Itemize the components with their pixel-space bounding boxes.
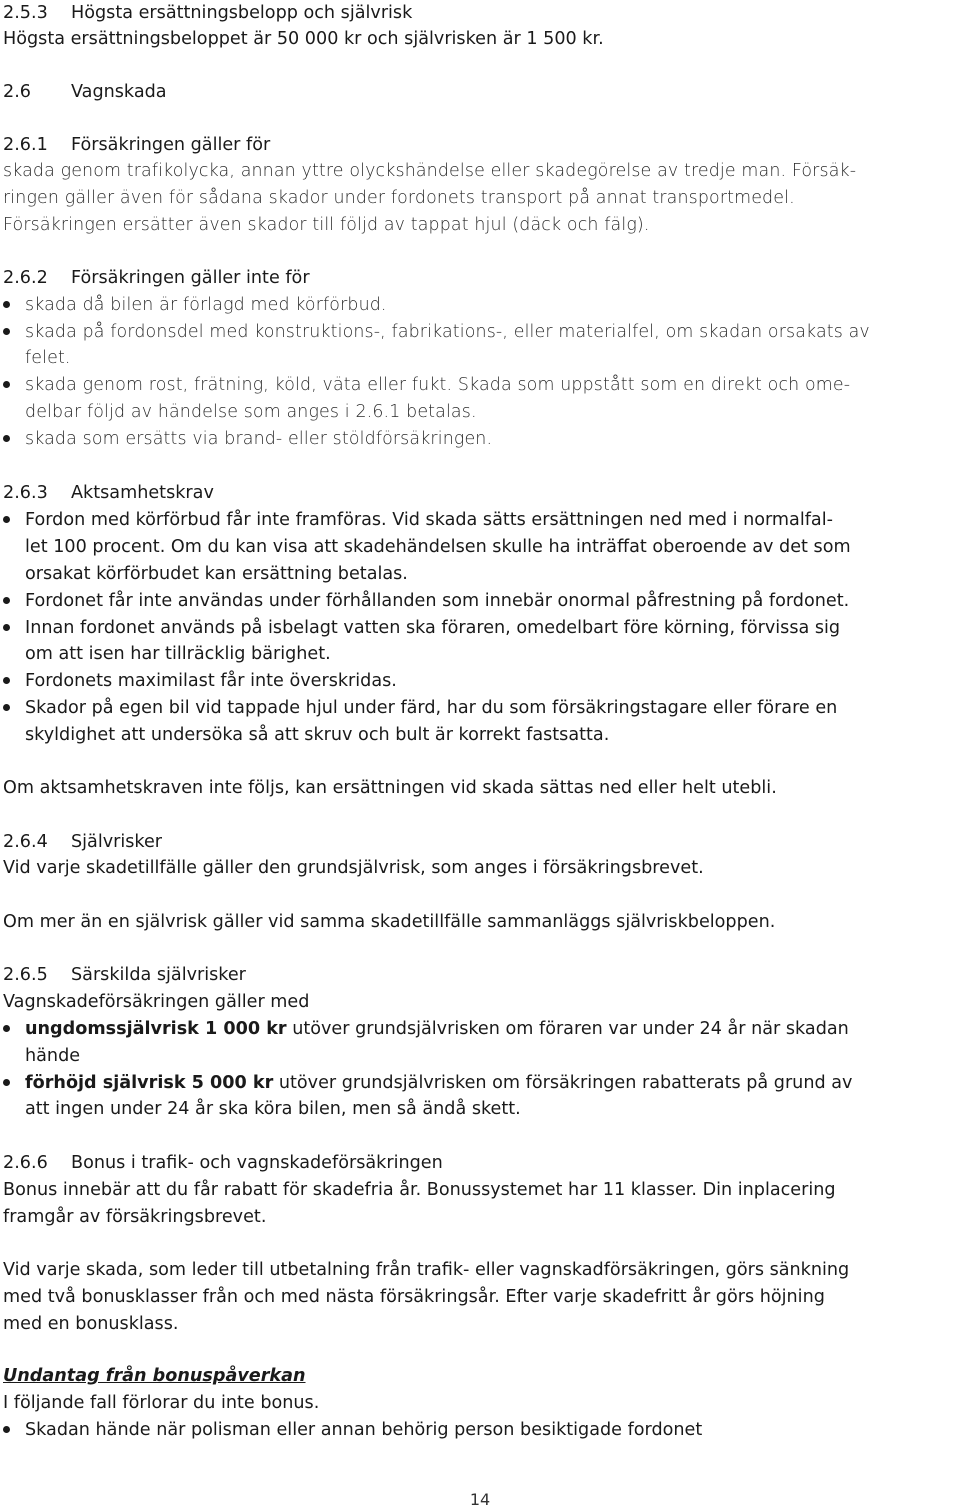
- list-item: Fordon med körförbud får inte framföras. Vid skada sätts ersättningen ned med i normalfal-: [25, 510, 833, 530]
- deductible-amount: ungdomssjälvrisk 1 000 kr: [25, 1019, 287, 1039]
- subheading-bonus-exceptions: Undantag från bonuspåverkan: [3, 1366, 306, 1386]
- bullet-dot: [3, 381, 10, 388]
- list-item-continuation: let 100 procent. Om du kan visa att skadehändelsen skulle ha inträffat oberoende av det som: [25, 537, 851, 557]
- list-item: Fordonet får inte användas under förhållanden som innebär onormal påfrestning på fordonet.: [25, 591, 850, 611]
- list-item-continuation: om att isen har tillräcklig bärighet.: [25, 644, 331, 664]
- section-heading-2-5-3: 2.5.3 Högsta ersättningsbelopp och självrisk: [3, 3, 413, 23]
- section-heading-2-6-2: 2.6.2 Försäkringen gäller inte för: [3, 268, 310, 288]
- paragraph-line: med en bonusklass.: [3, 1314, 179, 1334]
- bullet-dot: [3, 328, 10, 335]
- list-item-continuation: hände: [25, 1046, 81, 1066]
- paragraph-line: I följande fall förlorar du inte bonus.: [3, 1393, 320, 1413]
- list-item-continuation: felet.: [25, 348, 71, 368]
- list-item-continuation: orsakat körförbudet kan ersättning betalas.: [25, 564, 408, 584]
- list-item: ungdomssjälvrisk 1 000 kr utöver grundsjälvrisken om föraren var under 24 år när skadan: [25, 1019, 849, 1039]
- list-item-continuation: skyldighet att undersöka så att skruv och bult är korrekt fastsatta.: [25, 725, 610, 745]
- list-item: Skador på egen bil vid tappade hjul under färd, har du som försäkringstagare eller förare en: [25, 698, 838, 718]
- bullet-dot: [3, 1025, 10, 1032]
- bullet-dot: [3, 624, 10, 631]
- section-heading-2-6-1: 2.6.1 Försäkringen gäller för: [3, 135, 271, 155]
- paragraph-line: Vid varje skadetillfälle gäller den grundsjälvrisk, som anges i försäkringsbrevet.: [3, 858, 704, 878]
- list-item: förhöjd självrisk 5 000 kr utöver grundsjälvrisken om försäkringen rabatterats på grund av: [25, 1073, 853, 1093]
- section-heading-2-6-3: 2.6.3 Aktsamhetskrav: [3, 483, 214, 503]
- section-heading-2-6-5: 2.6.5 Särskilda självrisker: [3, 965, 246, 985]
- bullet-dot: [3, 1079, 10, 1086]
- list-item: skada som ersätts via brand- eller stöldförsäkringen.: [25, 429, 493, 449]
- list-item: Innan fordonet används på isbelagt vatten ska föraren, omedelbart före körning, förvissa sig: [25, 618, 841, 638]
- list-item-continuation: delbar följd av händelse som anges i 2.6.1 betalas.: [25, 402, 477, 422]
- paragraph-line: med två bonusklasser från och med nästa försäkringsår. Efter varje skadefritt år görs höjning: [3, 1287, 825, 1307]
- bullet-dot: [3, 704, 10, 711]
- bullet-dot: [3, 597, 10, 604]
- bullet-dot: [3, 1426, 10, 1433]
- list-item: skada på fordonsdel med konstruktions-, fabrikations-, eller materialfel, om skadan orsakats av: [25, 322, 870, 342]
- paragraph-line: Bonus innebär att du får rabatt för skadefria år. Bonussystemet har 11 klasser. Din inplacering: [3, 1180, 836, 1200]
- paragraph-line: Vagnskadeförsäkringen gäller med: [3, 992, 310, 1012]
- page-number: 14: [469, 1490, 491, 1509]
- bullet-dot: [3, 435, 10, 442]
- list-item: skada då bilen är förlagd med körförbud.: [25, 295, 387, 315]
- bullet-dot: [3, 516, 10, 523]
- paragraph-line: skada genom trafikolycka, annan yttre olyckshändelse eller skadegörelse av tredje man. Försäk-: [3, 161, 857, 181]
- list-item-continuation: att ingen under 24 år ska köra bilen, men så ändå skett.: [25, 1099, 521, 1119]
- paragraph-line: Högsta ersättningsbeloppet är 50 000 kr och självrisken är 1 500 kr.: [3, 29, 604, 49]
- paragraph-line: Om aktsamhetskraven inte följs, kan ersättningen vid skada sättas ned eller helt utebli.: [3, 778, 777, 798]
- section-heading-2-6: 2.6 Vagnskada: [3, 82, 167, 102]
- bullet-dot: [3, 677, 10, 684]
- list-item: Skadan hände när polisman eller annan behörig person besiktigade fordonet: [25, 1420, 703, 1440]
- paragraph-line: framgår av försäkringsbrevet.: [3, 1207, 267, 1227]
- list-item: Fordonets maximilast får inte överskridas.: [25, 671, 397, 691]
- paragraph-line: Vid varje skada, som leder till utbetalning från trafik- eller vagnskadförsäkringen, görs sänkning: [3, 1260, 850, 1280]
- paragraph-line: Om mer än en självrisk gäller vid samma skadetillfälle sammanläggs självriskbeloppen.: [3, 912, 776, 932]
- paragraph-line: ringen gäller även för sådana skador under fordonets transport på annat transportmedel.: [3, 188, 795, 208]
- bullet-dot: [3, 301, 10, 308]
- paragraph-line: Försäkringen ersätter även skador till följd av tappat hjul (däck och fälg).: [3, 215, 650, 235]
- list-item: skada genom rost, frätning, köld, väta eller fukt. Skada som uppstått som en direkt och ome-: [25, 375, 851, 395]
- section-heading-2-6-6: 2.6.6 Bonus i trafik- och vagnskadeförsäkringen: [3, 1153, 443, 1173]
- deductible-amount: förhöjd självrisk 5 000 kr: [25, 1073, 274, 1093]
- section-heading-2-6-4: 2.6.4 Självrisker: [3, 832, 163, 852]
